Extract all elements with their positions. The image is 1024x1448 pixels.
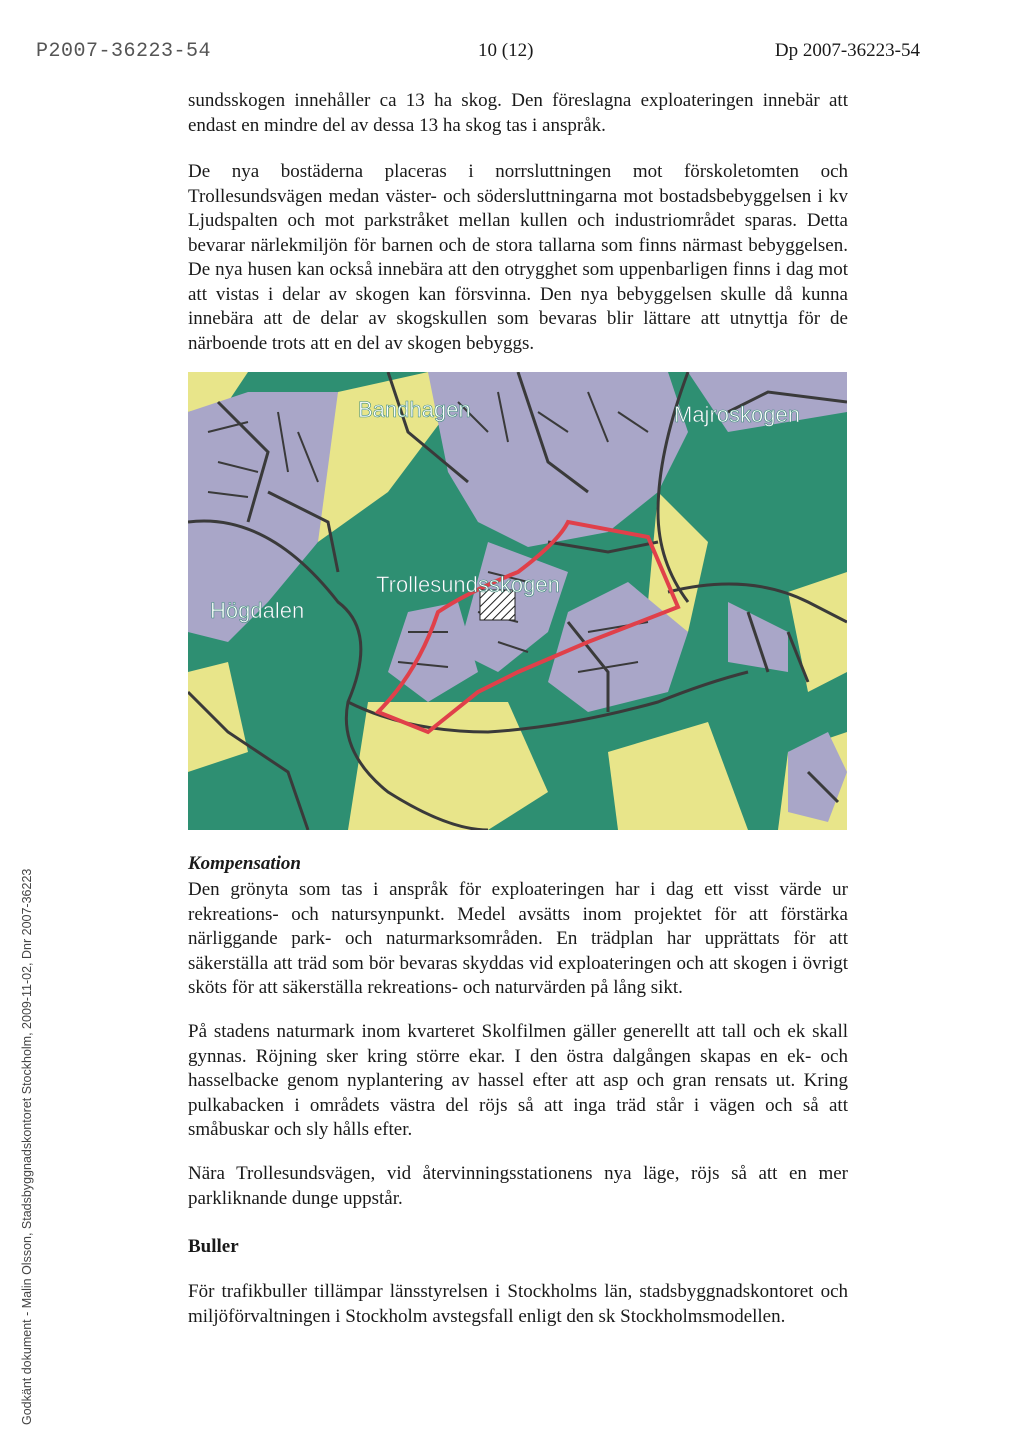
paragraph-natural-land: På stadens naturmark inom kvarteret Skolfilmen gäller generellt att tall och ek skall gynnas. Röjning sker kring större ekar. I den östra dalgången skapas en ek- och hasselbacke genom nyplantering av hassel efter att asp och gran rensats ut. Kring pulkabacken i områdets västra del röjs så att inga träd står i vägen och så att småbuskar och sly hålls efter. <box>188 1021 848 1140</box>
map-label-trollesundsskogen: Trollesundsskogen <box>376 572 560 597</box>
document-stamp: P2007-36223-54 <box>36 40 212 63</box>
paragraph-compensation: Den grönyta som tas i anspråk för exploateringen har i dag ett visst värde ur rekreations- och natursynpunkt. Medel avsätts inom projektet för att förstärka närliggande park- och naturmarksområden. En trädplan har upprättats för att säkerställa att träd som bör bevaras skyddas vid exploateringen och att skogen i övrigt sköts för att säkerställa rekreations- och naturvärden på lång sikt. <box>188 879 848 998</box>
map-label-bandhagen: Bandhagen <box>358 397 471 422</box>
area-map <box>188 372 847 830</box>
paragraph-recycling-station: Nära Trollesundsvägen, vid återvinningsstationens nya läge, röjs så att en mer parkliknande dunge uppstår. <box>188 1163 848 1209</box>
paragraph-forest-area: sundsskogen innehåller ca 13 ha skog. Den föreslagna exploateringen innebär att endast en mindre del av dessa 13 ha skog tas i anspråk. <box>188 90 848 136</box>
heading-buller: Buller <box>188 1236 239 1257</box>
approval-side-note: Godkänt dokument - Malin Olsson, Stadsbyggnadskontoret Stockholm, 2009-11-02, Dnr 2007-36223 <box>20 868 34 1425</box>
map-label-majroskogen: Majroskogen <box>674 402 800 427</box>
document-number: Dp 2007-36223-54 <box>774 40 920 61</box>
area-map-graphic <box>188 372 847 830</box>
paragraph-new-housing: De nya bostäderna placeras i norrsluttningen mot förskoletomten och Trollesundsvägen medan väster- och södersluttningarna mot bostadsbebyggelsen i kv Ljudspalten och mot parkstråket mellan kullen och industriområdet sparas. Detta bevarar närlekmiljön för barnen och de stora tallarna som finns närmast bebyggelsen. De nya husen kan också innebära att den otrygghet som uppenbarligen finns i dag mot att vistas i delar av skogen kan försvinna. Den nya bebyggelsen skulle då kunna innebära att de delar av skogskullen som bevaras blir lättare att utnyttja för de närboende trots att en del av skogen bebyggs. <box>188 161 848 354</box>
heading-kompensation: Kompensation <box>188 853 301 874</box>
page-number: 10 (12) <box>478 40 534 61</box>
paragraph-traffic-noise: För trafikbuller tillämpar länsstyrelsen i Stockholms län, stadsbyggnadskontoret och miljöförvaltningen i Stockholm avstegsfall enligt den sk Stockholmsmodellen. <box>188 1281 848 1327</box>
map-label-hogdalen: Högdalen <box>210 598 305 623</box>
